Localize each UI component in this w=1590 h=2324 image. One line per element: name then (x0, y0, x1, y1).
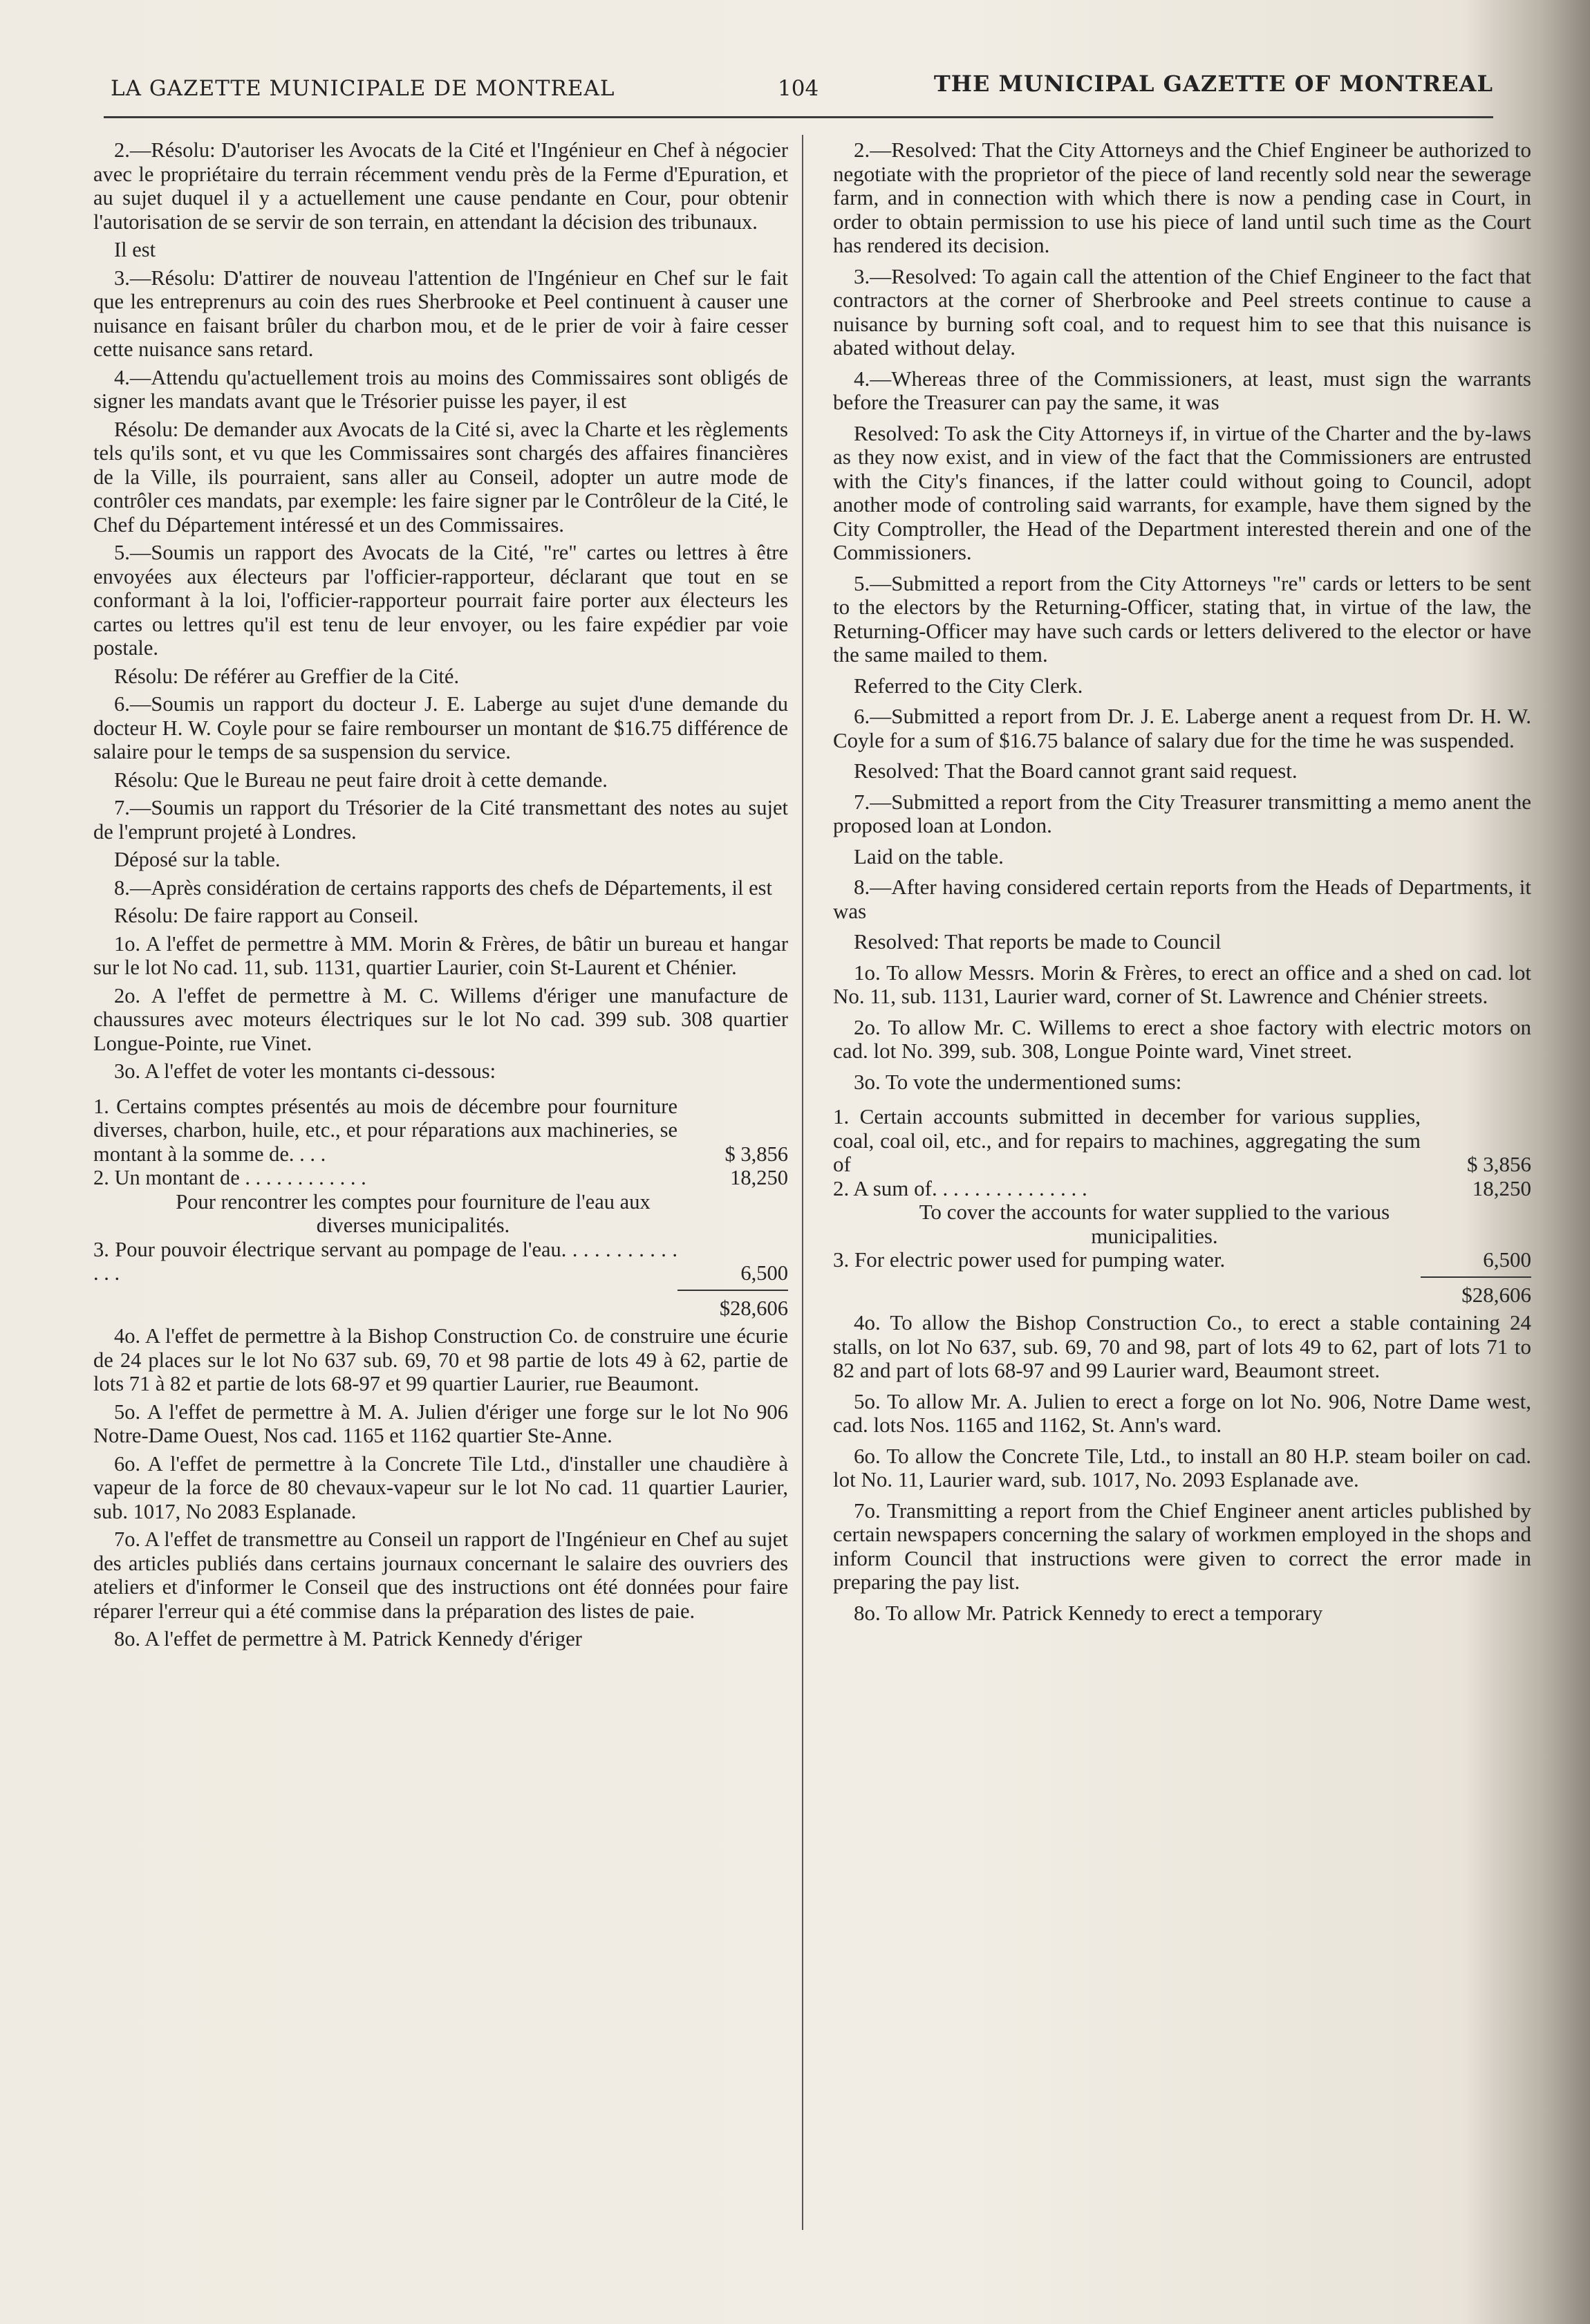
amount-total: $28,606 (1461, 1282, 1531, 1307)
paragraph: 8o. A l'effet de permettre à M. Patrick Kennedy d'ériger (114, 1627, 582, 1651)
paragraph: Résolu: De demander aux Avocats de la Cité si, avec la Charte et les règlements tels qu'ils sont, et vu que les Commissaires sont chargés des affaires financières de la Ville, ils pourraient, sans aller au Conseil, adopter un autre mode de contrôler ces mandats, par exemple: les faire signer par le Contrôleur de la Cité, le Chef du Département intéressé et un des Commissaires. (93, 417, 788, 537)
paragraph: Il est (114, 238, 156, 261)
header-rule (104, 116, 1493, 118)
paragraph: 3o. To vote the undermentioned sums: (854, 1069, 1182, 1094)
paragraph: Laid on the table. (854, 844, 1004, 868)
paragraph: 7o. Transmitting a report from the Chief Engineer anent articles published by certain newspapers concerning the salary of workmen employed in the shops and inform Council that instructions were given to correct the error made in preparing the pay list. (833, 1498, 1531, 1594)
paragraph: 8o. To allow Mr. Patrick Kennedy to erect a temporary (854, 1600, 1323, 1625)
amount-row (93, 1166, 788, 1190)
paragraph: 6.—Soumis un rapport du docteur J. E. Laberge au sujet d'une demande du docteur H. W. Coyle pour se faire rembourser un montant de $16.75 différence de salaire pour le temps de sa suspension du service. (93, 692, 788, 763)
right-column-english (833, 138, 1531, 1632)
paragraph: 5o. To allow Mr. A. Julien to erect a forge on lot No. 906, Notre Dame west, cad. lots Nos. 1165 and 1162, St. Ann's ward. (833, 1388, 1531, 1437)
amount-row (833, 1248, 1531, 1272)
total-rule (677, 1290, 788, 1291)
amount-label: 2. Un montant de . . . . . . . . . . . . (93, 1166, 366, 1189)
amount-row (833, 1177, 1531, 1201)
paragraph: Déposé sur la table. (114, 848, 281, 871)
paragraph: 8.—After having considered certain reports from the Heads of Departments, it was (833, 875, 1531, 923)
amount-row (833, 1105, 1531, 1177)
amount-value: 6,500 (740, 1261, 788, 1285)
paragraph: 2o. A l'effet de permettre à M. C. Willems d'ériger une manufacture de chaussures avec moteurs électriques sur le lot No cad. 399 sub. 308 quartier Longue-Pointe, rue Vinet. (93, 983, 788, 1055)
paragraph: Resolved: To ask the City Attorneys if, in virtue of the Charter and the by-laws as they now exist, and in view of the fact that the Commissioners are entrusted with the City's finances, if the latter could without going to Council, adopt another mode of controling said warrants, for example, have them signed by the City Comptroller, the Head of the Department interested therein and one of the Commissioners. (833, 420, 1531, 564)
amount-value: 18,250 (1472, 1175, 1531, 1200)
paragraph: 6o. A l'effet de permettre à la Concrete Tile Ltd., d'installer une chaudière à vapeur de la force de 80 chevaux-vapeur sur le lot No cad. 11 quartier Laurier, sub. 1017, No 2083 Esplanade. (93, 1451, 788, 1523)
amounts-table-en (833, 1105, 1531, 1307)
paragraph: 2.—Resolved: That the City Attorneys and the Chief Engineer be authorized to negotiate with the proprietor of the piece of land recently sold near the sewerage farm, and in connection with which there is now a pending case in Court, in order to obtain permission to use his piece of land until such time as the Court has rendered its decision. (833, 138, 1531, 257)
paragraph: 7.—Soumis un rapport du Trésorier de la Cité transmettant des notes au sujet de l'emprunt projeté à Londres. (93, 796, 788, 844)
paragraph: 3o. A l'effet de voter les montants ci-dessous: (114, 1059, 496, 1083)
amount-value: $ 3,856 (1467, 1152, 1531, 1176)
paragraph: 1o. A l'effet de permettre à MM. Morin & Frères, de bâtir un bureau et hangar sur le lot No cad. 11, sub. 1131, quartier Laurier, coin St-Laurent et Chénier. (93, 931, 788, 979)
paragraph: 6o. To allow the Concrete Tile, Ltd., to install an 80 H.P. steam boiler on cad. lot No. 11, Laurier ward, sub. 1017, No. 2093 Esplanade ave. (833, 1443, 1531, 1491)
amount-label: 3. For electric power used for pumping water. (833, 1247, 1226, 1272)
left-column-french (93, 138, 788, 1655)
amount-label: 2. A sum of. . . . . . . . . . . . . . . (833, 1175, 1087, 1200)
paragraph: Résolu: De faire rapport au Conseil. (114, 904, 419, 927)
page-number: 104 (778, 76, 819, 101)
total-rule (1421, 1276, 1531, 1278)
paragraph: 5.—Submitted a report from the City Attorneys "re" cards or letters to be sent to the electors by the Returning-Officer, stating that, in virtue of the law, the Returning-Officer may have such cards or letters delivered to the elector or have the same mailed to them. (833, 570, 1531, 667)
amount-value: 18,250 (730, 1166, 788, 1189)
paragraph: Resolved: That reports be made to Council (854, 929, 1222, 954)
amount-row (93, 1095, 788, 1166)
paragraph: 3.—Résolu: D'attirer de nouveau l'attention de l'Ingénieur en Chef sur le fait que les entreprenurs au coin des rues Sherbrooke et Peel continuent à causer une nuisance en faisant brûler du charbon mou, et de le prier de voir à faire cesser cette nuisance sans retard. (93, 266, 788, 361)
paragraph: 7.—Submitted a report from the City Treasurer transmitting a memo anent the proposed loan at London. (833, 789, 1531, 837)
paragraph: 2o. To allow Mr. C. Willems to erect a shoe factory with electric motors on cad. lot No. 399, sub. 308, Longue Pointe ward, Vinet street. (833, 1014, 1531, 1063)
paragraph: Résolu: De référer au Greffier de la Cité. (114, 664, 460, 688)
paragraph: 5o. A l'effet de permettre à M. A. Julien d'ériger une forge sur le lot No 906 Notre-Dame Ouest, Nos cad. 1165 et 1162 quartier Ste-Anne. (93, 1400, 788, 1447)
amounts-table-fr (93, 1095, 788, 1321)
amount-label: 3. Pour pouvoir électrique servant au pompage de l'eau. . . . . . . . . . . . . . (93, 1237, 677, 1285)
amount-note: To cover the accounts for water supplied to the various municipalities. (919, 1200, 1390, 1248)
paragraph: 2.—Résolu: D'autoriser les Avocats de la Cité et l'Ingénieur en Chef à négocier avec le propriétaire du terrain récemment vendu près de la Ferme d'Epuration, et au sujet duquel il y a actuellement une cause pendante en Cour, pour obtenir l'autorisation de se servir de son terrain, en attendant la décision des tribunaux. (93, 138, 788, 234)
paragraph: Résolu: Que le Bureau ne peut faire droit à cette demande. (114, 768, 608, 792)
header-right-title: THE MUNICIPAL GAZETTE OF MONTREAL (933, 71, 1493, 97)
amount-row (93, 1238, 788, 1285)
header-left-title: LA GAZETTE MUNICIPALE DE MONTREAL (111, 76, 615, 101)
paragraph: 3.—Resolved: To again call the attention of the Chief Engineer to the fact that contractors at the corner of Sherbrooke and Peel streets continue to cause a nuisance by burning soft coal, and to request him to see that this nuisance is abated without delay. (833, 263, 1531, 360)
amount-value: $ 3,856 (724, 1142, 788, 1166)
amount-value: 6,500 (1483, 1247, 1531, 1272)
paragraph: Resolved: That the Board cannot grant said request. (854, 759, 1298, 783)
paragraph: 4o. To allow the Bishop Construction Co., to erect a stable containing 24 stalls, on lot No 637, sub. 69, 70 and 98, part of lots 49 to 62, part of lots 71 to 82 and part of lots 68-97 and 99 Laurier ward, Beaumont street. (833, 1310, 1531, 1382)
paragraph: 1o. To allow Messrs. Morin & Frères, to erect an office and a shed on cad. lot No. 11, sub. 1131, Laurier ward, corner of St. Lawrence and Chénier streets. (833, 960, 1531, 1008)
amount-label: 1. Certain accounts submitted in december for various supplies, coal, coal oil, etc., and for repairs to machines, aggregating the sum of (833, 1104, 1421, 1176)
paragraph: 8.—Après considération de certains rapports des chefs de Départements, il est (114, 875, 772, 900)
paragraph: 4o. A l'effet de permettre à la Bishop Construction Co. de construire une écurie de 24 places sur le lot No 637 sub. 69, 70 et 98 partie de lots 49 à 62, partie de lots 71 à 82 et partie de lots 68-97 et 99 quartier Laurier, rue Beaumont. (93, 1324, 788, 1395)
amount-label: 1. Certains comptes présentés au mois de décembre pour fourniture diverses, charbon, huile, etc., et pour réparations aux machineries, se montant à la somme de. . . . (93, 1094, 677, 1166)
column-divider (802, 135, 803, 2230)
paragraph: 5.—Soumis un rapport des Avocats de la Cité, "re" cartes ou lettres à être envoyées aux électeurs par l'officier-rapporteur, déclarant que tout en se conformant à la loi, l'officier-rapporteur pourrait faire porter aux électeurs les cartes ou lettres qu'il est tenu de leur envoyer, ou les faire expédier par voie postale. (93, 541, 788, 660)
paragraph: Referred to the City Clerk. (854, 673, 1083, 698)
paragraph: 4.—Attendu qu'actuellement trois au moins des Commissaires sont obligés de signer les mandats avant que le Trésorier puisse les payer, il est (93, 365, 788, 413)
paragraph: 4.—Whereas three of the Commissioners, at least, must sign the warrants before the Treasurer can pay the same, it was (833, 366, 1531, 414)
page-header (104, 68, 1493, 116)
paragraph: 7o. A l'effet de transmettre au Conseil un rapport de l'Ingénieur en Chef au sujet des articles publiés dans certains journaux concernant le salaire des ouvriers des ateliers et d'informer le Conseil que des instructions ont été données pour faire réparer l'erreur qui a été commise dans la préparation des listes de paie. (93, 1527, 788, 1623)
amount-total: $28,606 (719, 1296, 788, 1320)
paragraph: 6.—Submitted a report from Dr. J. E. Laberge anent a request from Dr. H. W. Coyle for a sum of $16.75 balance of salary due for the time he was suspended. (833, 704, 1531, 752)
amount-note: Pour rencontrer les comptes pour fourniture de l'eau aux diverses municipalités. (176, 1189, 651, 1237)
